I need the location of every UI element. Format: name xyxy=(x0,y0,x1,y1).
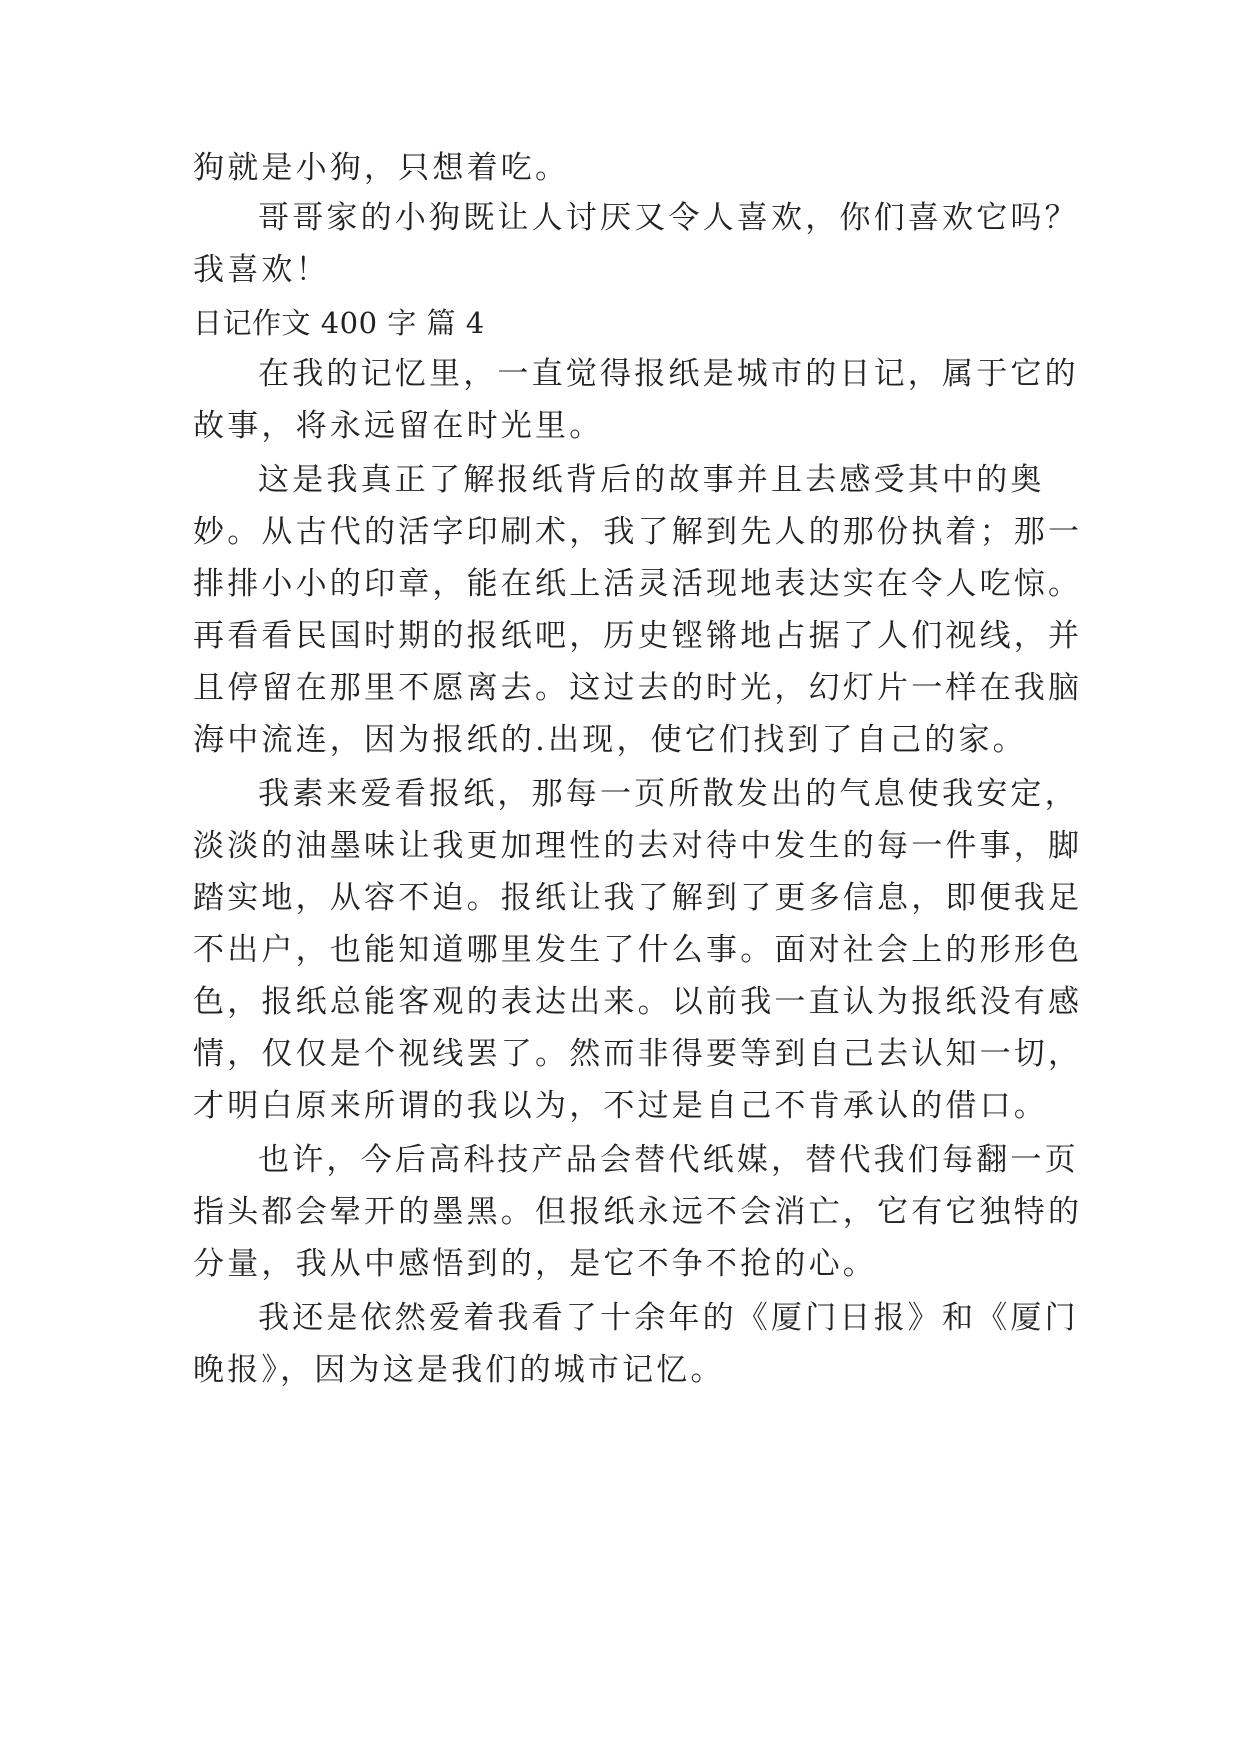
text-line: 海中流连，因为报纸的.出现，使它们找到了自己的家。 xyxy=(193,722,1027,758)
section-heading: 日记作文 400 字 篇 4 xyxy=(193,306,485,340)
text-line: 色，报纸总能客观的表达出来。以前我一直认为报纸没有感 xyxy=(193,984,1083,1020)
paragraph-line: 我素来爱看报纸，那每一页所散发出的气息使我安定， xyxy=(258,776,1079,812)
text-line: 分量，我从中感悟到的，是它不争不抢的心。 xyxy=(193,1246,877,1282)
paragraph-line: 也许，今后高科技产品会替代纸媒，替代我们每翻一页 xyxy=(258,1142,1079,1178)
paragraph-line: 这是我真正了解报纸背后的故事并且去感受其中的奥 xyxy=(258,462,1045,498)
paragraph-line: 我还是依然爱着我看了十余年的《厦门日报》和《厦门 xyxy=(258,1300,1079,1336)
text-line: 妙。从古代的活字印刷术，我了解到先人的那份执着；那一 xyxy=(193,514,1083,550)
text-line: 再看看民国时期的报纸吧，历史铿锵地占据了人们视线，并 xyxy=(193,618,1083,654)
paragraph-line: 在我的记忆里，一直觉得报纸是城市的日记，属于它的 xyxy=(258,356,1079,392)
text-line: 才明白原来所谓的我以为，不过是自己不肯承认的借口。 xyxy=(193,1088,1048,1124)
text-line: 故事，将永远留在时光里。 xyxy=(193,408,604,444)
text-line: 且停留在那里不愿离去。这过去的时光，幻灯片一样在我脑 xyxy=(193,670,1083,706)
text-line: 晚报》，因为这是我们的城市记忆。 xyxy=(193,1352,725,1388)
text-line: 指头都会晕开的墨黑。但报纸永远不会消亡，它有它独特的 xyxy=(193,1194,1083,1230)
text-line: 狗就是小狗，只想着吃。 xyxy=(193,150,570,186)
text-line: 我喜欢！ xyxy=(193,252,330,288)
text-line: 踏实地，从容不迫。报纸让我了解到了更多信息，即便我足 xyxy=(193,880,1083,916)
text-line: 情，仅仅是个视线罢了。然而非得要等到自己去认知一切， xyxy=(193,1036,1083,1072)
text-line: 不出户，也能知道哪里发生了什么事。面对社会上的形形色 xyxy=(193,932,1083,968)
paragraph-line: 哥哥家的小狗既让人讨厌又令人喜欢，你们喜欢它吗？ xyxy=(258,200,1079,236)
text-line: 排排小小的印章，能在纸上活灵活现地表达实在令人吃惊。 xyxy=(193,566,1083,602)
text-line: 淡淡的油墨味让我更加理性的去对待中发生的每一件事，脚 xyxy=(193,828,1083,864)
